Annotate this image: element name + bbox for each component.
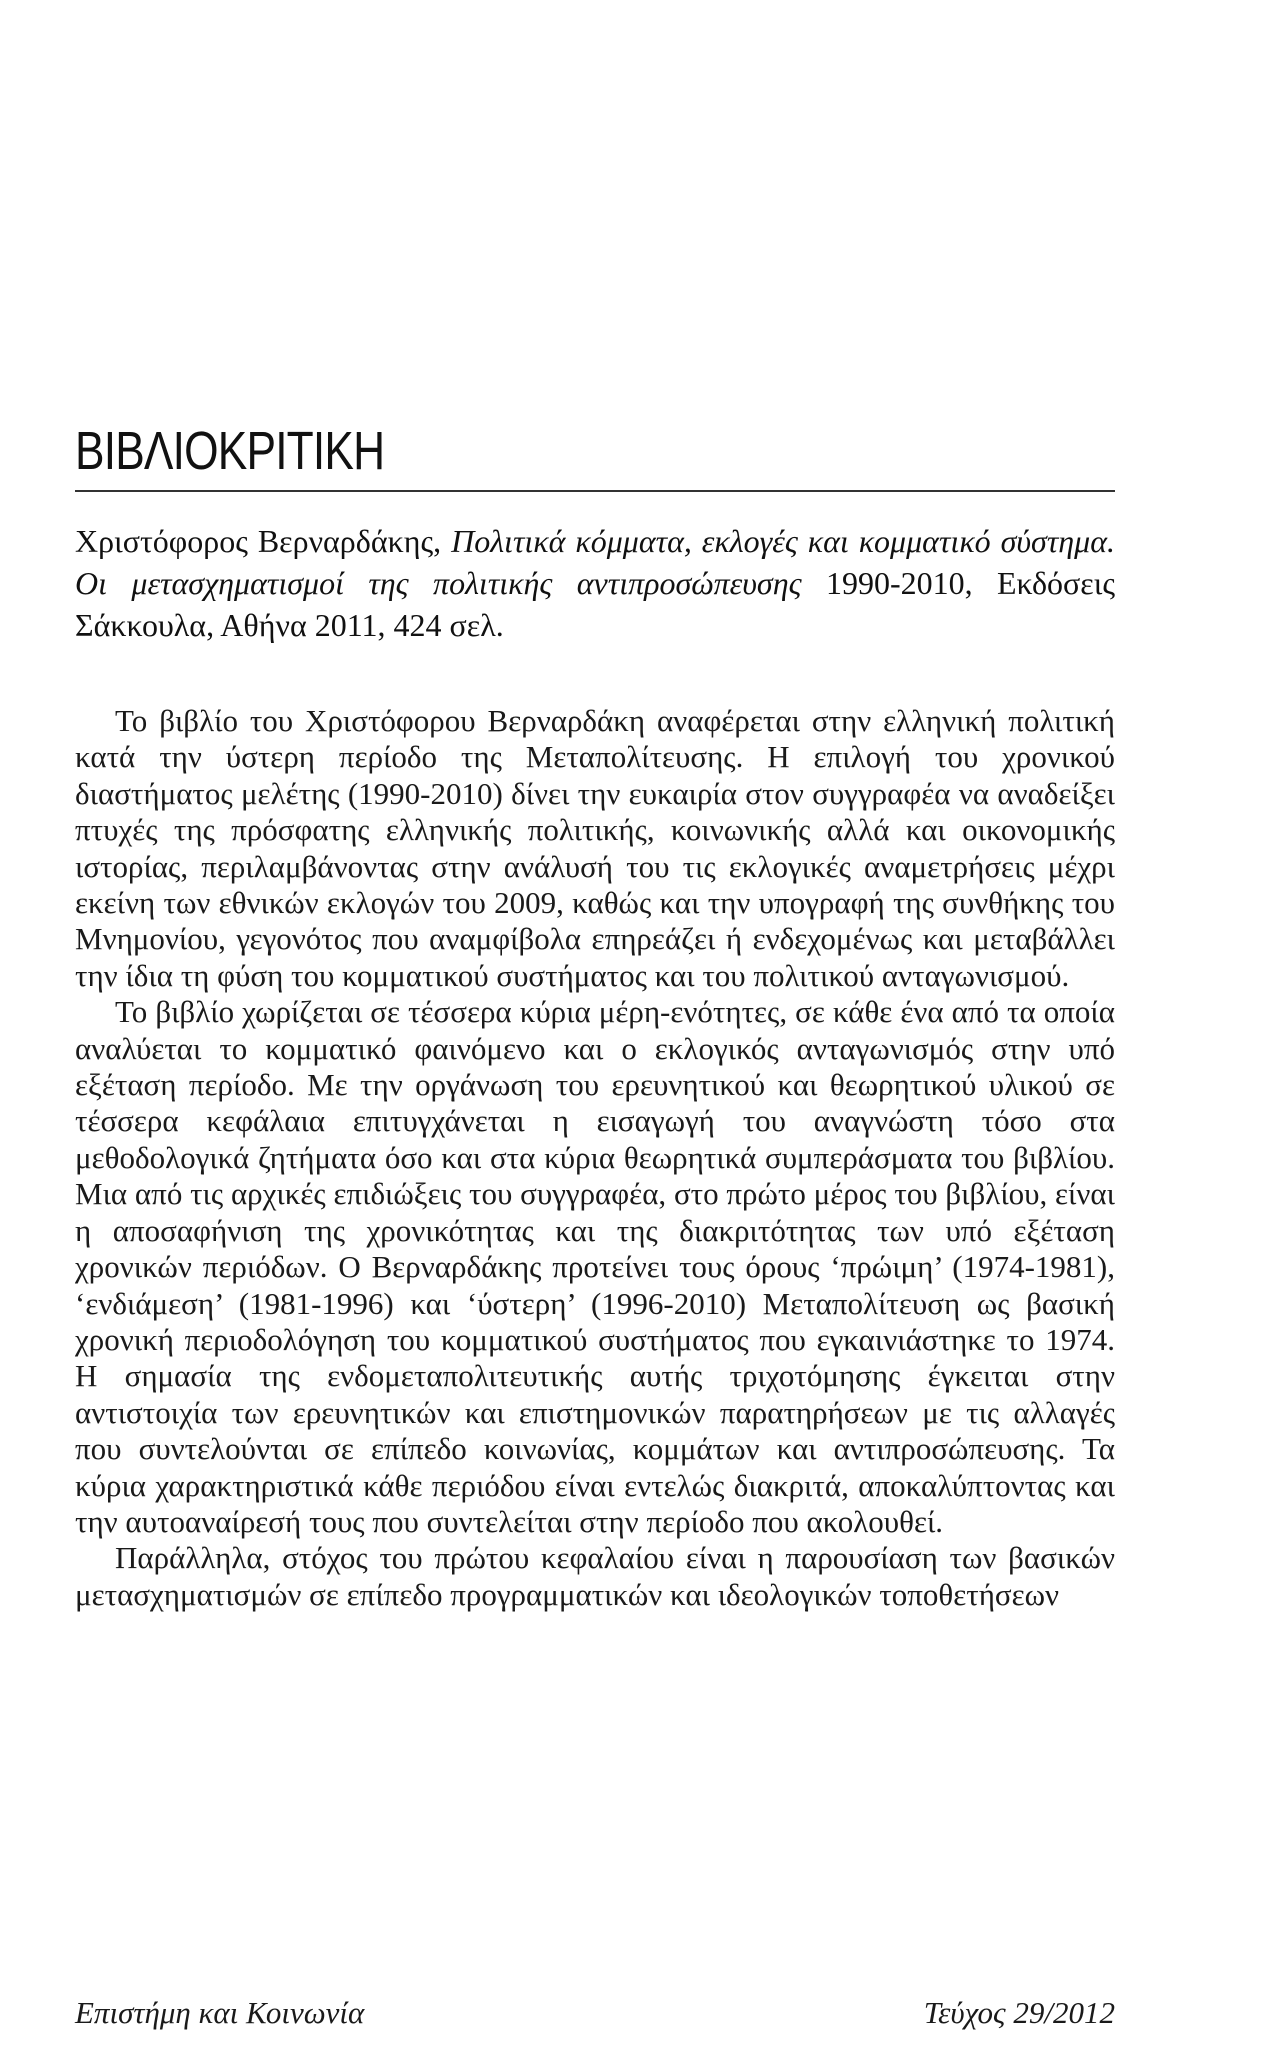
- citation-details: 1990-2010, Εκδόσεις Σάκκουλα, Αθήνα 2011, 424 σελ.: [75, 565, 1116, 643]
- book-citation: [75, 520, 1115, 646]
- footer-journal-name: Επιστήμη και Κοινωνία: [75, 1995, 365, 2030]
- citation-book-title: Πολιτικά κόμματα, εκλογές και κομματικό σύστημα. Οι μετασχηματισμοί της πολιτικής αντιπροσώπευσης: [75, 523, 1116, 601]
- review-body: [75, 703, 1115, 1613]
- paragraph: Παράλληλα, στόχος του πρώτου κεφαλαίου είναι η παρουσίαση των βασικών μετασχηματισμών σε επίπεδο προγραμματικών και ιδεολογικών τοποθετήσεων: [75, 1540, 1115, 1612]
- footer-issue-number: Τεύχος 29/2012: [923, 1995, 1115, 2030]
- document-page: [75, 0, 1115, 2053]
- section-title: ΒΙΒΛΙΟΚΡΙΤΙΚΗ: [75, 421, 385, 481]
- title-divider: [75, 490, 1115, 492]
- citation-author: Χριστόφορος Βερναρδάκης,: [75, 523, 442, 559]
- paragraph: Το βιβλίο χωρίζεται σε τέσσερα κύρια μέρη-ενότητες, σε κάθε ένα από τα οποία αναλύεται το κομματικό φαινόμενο και ο εκλογικός ανταγωνισμός στην υπό εξέταση περίοδο. Με την οργάνωση του ερευνητικού και θεωρητικού υλικού σε τέσσερα κεφάλαια επιτυγχάνεται η εισαγωγή του αναγνώστη τόσο στα μεθοδολογικά ζητήματα όσο και στα κύρια θεωρητικά συμπεράσματα του βιβλίου. Μια από τις αρχικές επιδιώξεις του συγγραφέα, στο πρώτο μέρος του βιβλίου, είναι η αποσαφήνιση της χρονικότητας και της διακριτότητας των υπό εξέταση χρονικών περιόδων. Ο Βερναρδάκης προτείνει τους όρους ‘πρώιμη’ (1974-1981), ‘ενδιάμεση’ (1981-1996) και ‘ύστερη’ (1996-2010) Μεταπολίτευση ως βασική χρονική περιοδολόγηση του κομματικού συστήματος που εγκαινιάστηκε το 1974. Η σημασία της ενδομεταπολιτευτικής αυτής τριχοτόμησης έγκειται στην αντιστοιχία των ερευνητικών και επιστημονικών παρατηρήσεων με τις αλλαγές που συντελούνται σε επίπεδο κοινωνίας, κομμάτων και αντιπροσώπευσης. Τα κύρια χαρακτηριστικά κάθε περιόδου είναι εντελώς διακριτά, αποκαλύπτοντας και την αυτοαναίρεσή τους που συντελείται στην περίοδο που ακολουθεί.: [75, 994, 1115, 1539]
- paragraph: Το βιβλίο του Χριστόφορου Βερναρδάκη αναφέρεται στην ελληνική πολιτική κατά την ύστερη περίοδο της Μεταπολίτευσης. Η επιλογή του χρονικού διαστήματος μελέτης (1990-2010) δίνει την ευκαιρία στον συγγραφέα να αναδείξει πτυχές της πρόσφατης ελληνικής πολιτικής, κοινωνικής αλλά και οικονομικής ιστορίας, περιλαμβάνοντας στην ανάλυσή του τις εκλογικές αναμετρήσεις μέχρι εκείνη των εθνικών εκλογών του 2009, καθώς και την υπογραφή της συνθήκης του Μνημονίου, γεγονότος που αναμφίβολα επηρεάζει ή ενδεχομένως και μεταβάλλει την ίδια τη φύση του κομματικού συστήματος και του πολιτικού ανταγωνισμού.: [75, 703, 1115, 993]
